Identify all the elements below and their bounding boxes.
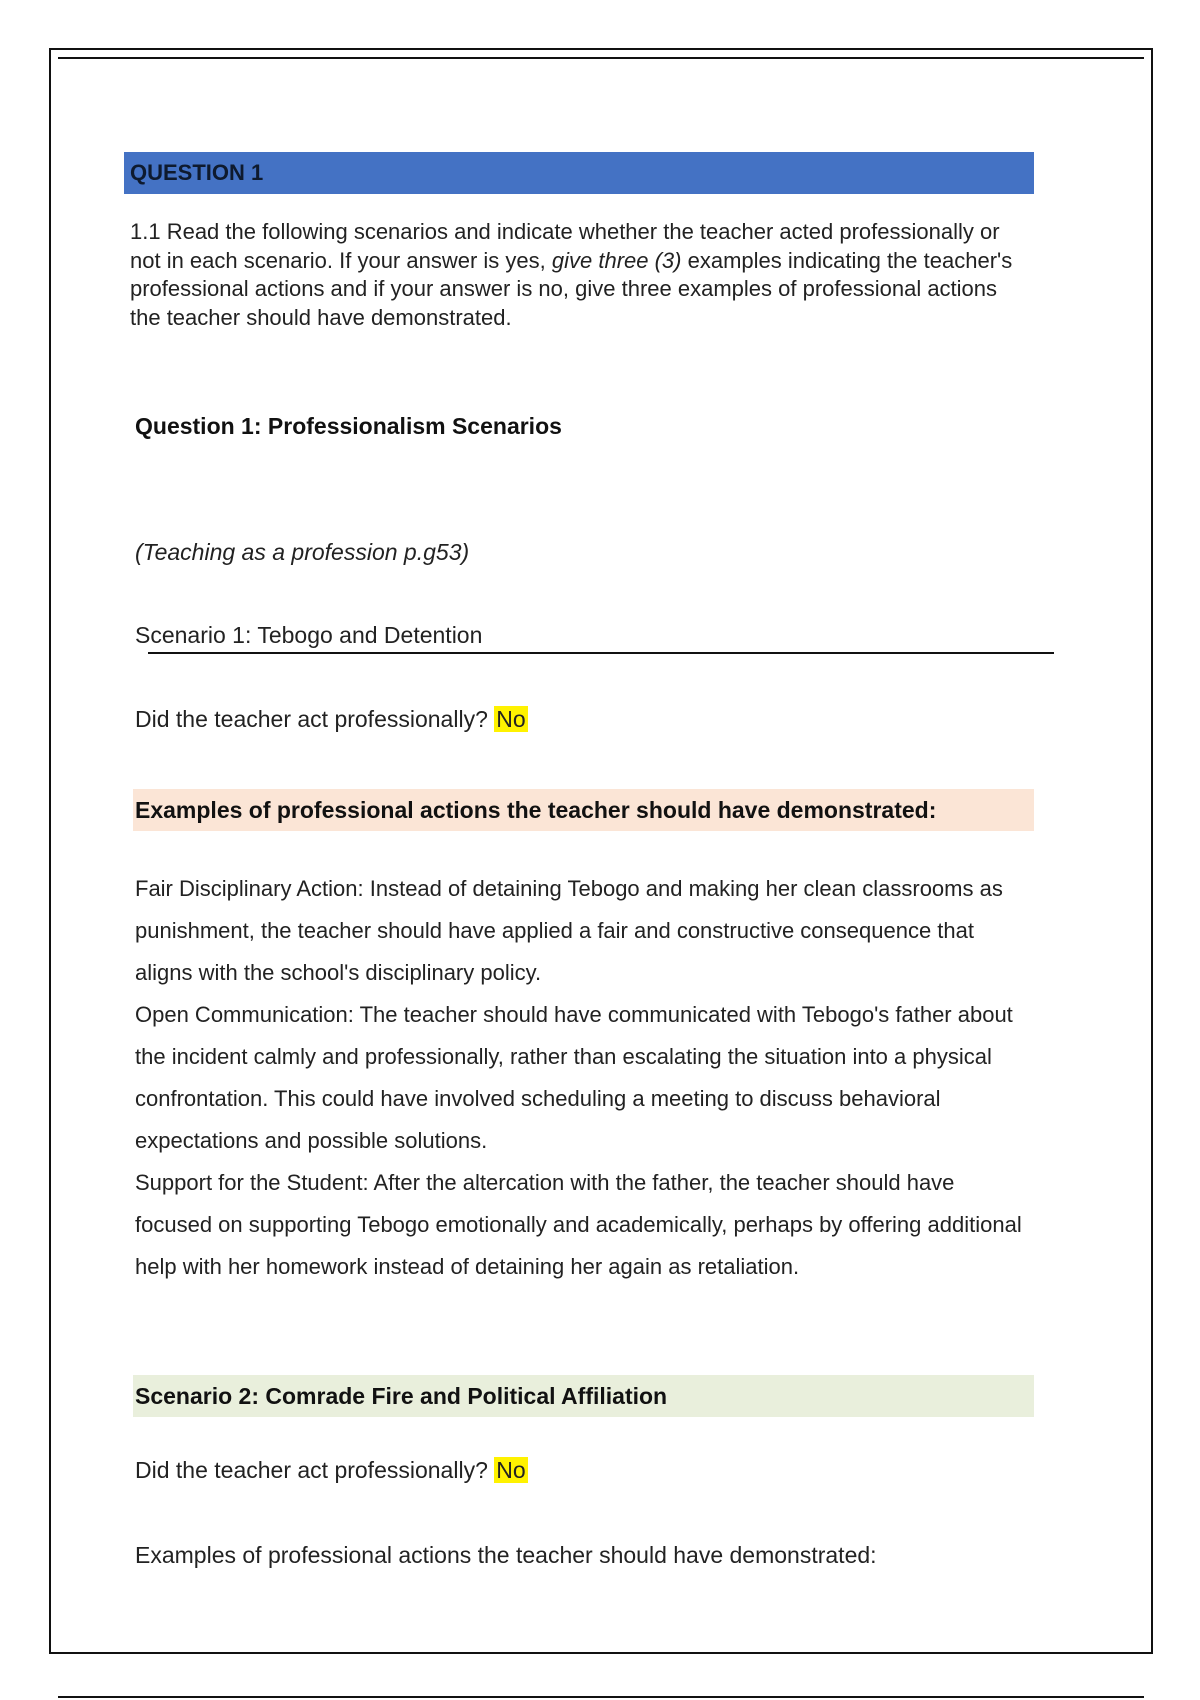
scenario2-title-text: Scenario 2: Comrade Fire and Political Affiliation [135,1382,668,1409]
instructions [130,218,1030,332]
example-student-support: Support for the Student: After the altercation with the father, the teacher should have focused on supporting Tebogo emotionally and academically, perhaps by offering additional help with her homework instead of detaining her again as retaliation. [135,1170,1022,1279]
scenario1-underline [148,652,1054,654]
example-fair-disciplinary: Fair Disciplinary Action: Instead of detaining Tebogo and making her clean classrooms as punishment, the teacher should have applied a fair and constructive consequence that aligns with the school's disciplinary policy. [135,876,1003,985]
instructions-part2: examples indicating the teacher's professional actions and if your answer is no, give three examples of professional actions the teacher should have demonstrated. [130,247,1013,330]
scenario1-examples-heading [133,789,1034,831]
example-open-communication: Open Communication: The teacher should have communicated with Tebogo's father about the incident calmly and professionally, rather than escalating the situation into a physical confrontation. This could have involved scheduling a meeting to discuss behavioral expectations and possible solutions. [135,1002,1013,1153]
question-header-bar [124,152,1034,194]
scenario1-title: Scenario 1: Tebogo and Detention [135,622,483,648]
section-title: Question 1: Professionalism Scenarios [135,413,562,439]
scenario1-question-text: Did the teacher act professionally? [135,706,495,732]
top-rule [58,57,1144,59]
scenario2-answer: No [496,1457,526,1483]
scenario2-question-text: Did the teacher act professionally? [135,1457,495,1483]
scenario2-examples-heading: Examples of professional actions the teacher should have demonstrated: [135,1542,877,1568]
scenario1-examples-heading-text: Examples of professional actions the teacher should have demonstrated: [135,796,937,823]
scenario1-examples [135,868,1035,1288]
scenario1-answer: No [496,706,526,732]
scenario1-question [135,706,528,733]
bottom-rule [58,1696,1144,1698]
reference: (Teaching as a profession p.g53) [135,539,470,565]
instructions-part1: 1.1 Read the following scenarios and indicate whether the teacher acted professionally or not in each scenario. If your answer is yes, [130,219,1000,273]
question-header: QUESTION 1 [130,160,264,185]
scenario2-question [135,1457,528,1484]
scenario2-title [133,1375,1034,1417]
instructions-italic: give three (3) [551,247,682,273]
